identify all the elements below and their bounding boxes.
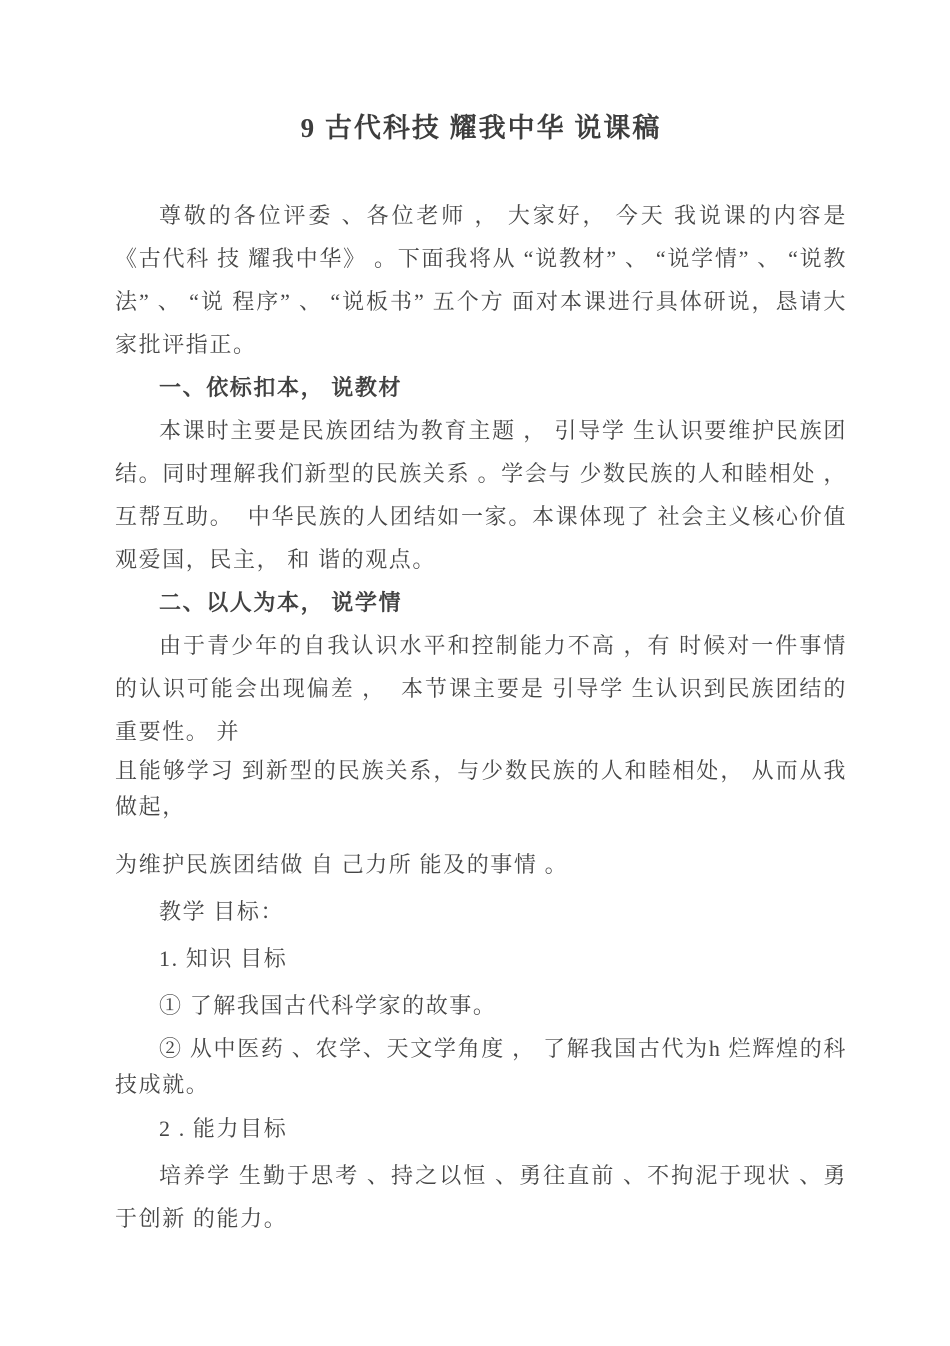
teaching-goals-label: 教学 目标：: [159, 899, 285, 924]
document-title: 9 古代科技 耀我中华 说课稿: [300, 113, 662, 143]
knowledge-goal-item-2: ② 从中医药 、农学、天文学角度 ， 了解我国古代为h 烂辉煌的科技成就。: [115, 1036, 847, 1097]
section-1-heading: 一、依标扣本， 说教材: [159, 375, 403, 400]
ability-goal-paragraph: 培养学 生勤于思考 、持之以恒 、勇往直前 、不拘泥于现状 、勇于创新 的能力。: [115, 1163, 847, 1231]
section-1-paragraph: 本课时主要是民族团结为教育主题 ， 引导学 生认识要维护民族团结。同时理解我们新型的民族关系 。学会与 少数民族的人和睦相处 ，互帮互助。 中华民族的人团结如一家。本课体现了 社会主义核心价值观爱国，民主， 和 谐的观点。: [115, 418, 847, 572]
section-2-paragraph-3: 为维护民族团结做 自 己力所 能及的事情 。: [115, 852, 569, 877]
section-2-paragraph-2: 且能够学习 到新型的民族关系，与少数民族的人和睦相处， 从而从我做起，: [115, 758, 847, 819]
ability-goal-heading: 2 . 能力目标: [159, 1116, 288, 1141]
knowledge-goal-item-1: ① 了解我国古代科学家的故事。: [159, 993, 497, 1018]
section-2-heading: 二、以人为本， 说学情: [159, 590, 403, 615]
knowledge-goal-heading: 1. 知识 目标: [159, 946, 288, 971]
intro-paragraph: 尊敬的各位评委 、各位老师 ， 大家好， 今天 我说课的内容是 《古代科 技 耀我中华》 。下面我将从 “说教材” 、 “说学情” 、 “说教法” 、 “说 程序” 、 “说板书” 五个方 面对本课进行具体研说，恳请大家批评指正。: [115, 203, 855, 357]
section-2-paragraph-1: 由于青少年的自我认识水平和控制能力不高 ，有 时候对一件事情的认识可能会出现偏差 ， 本节课主要是 引导学 生认识到民族团结的重要性。 并: [115, 633, 847, 744]
